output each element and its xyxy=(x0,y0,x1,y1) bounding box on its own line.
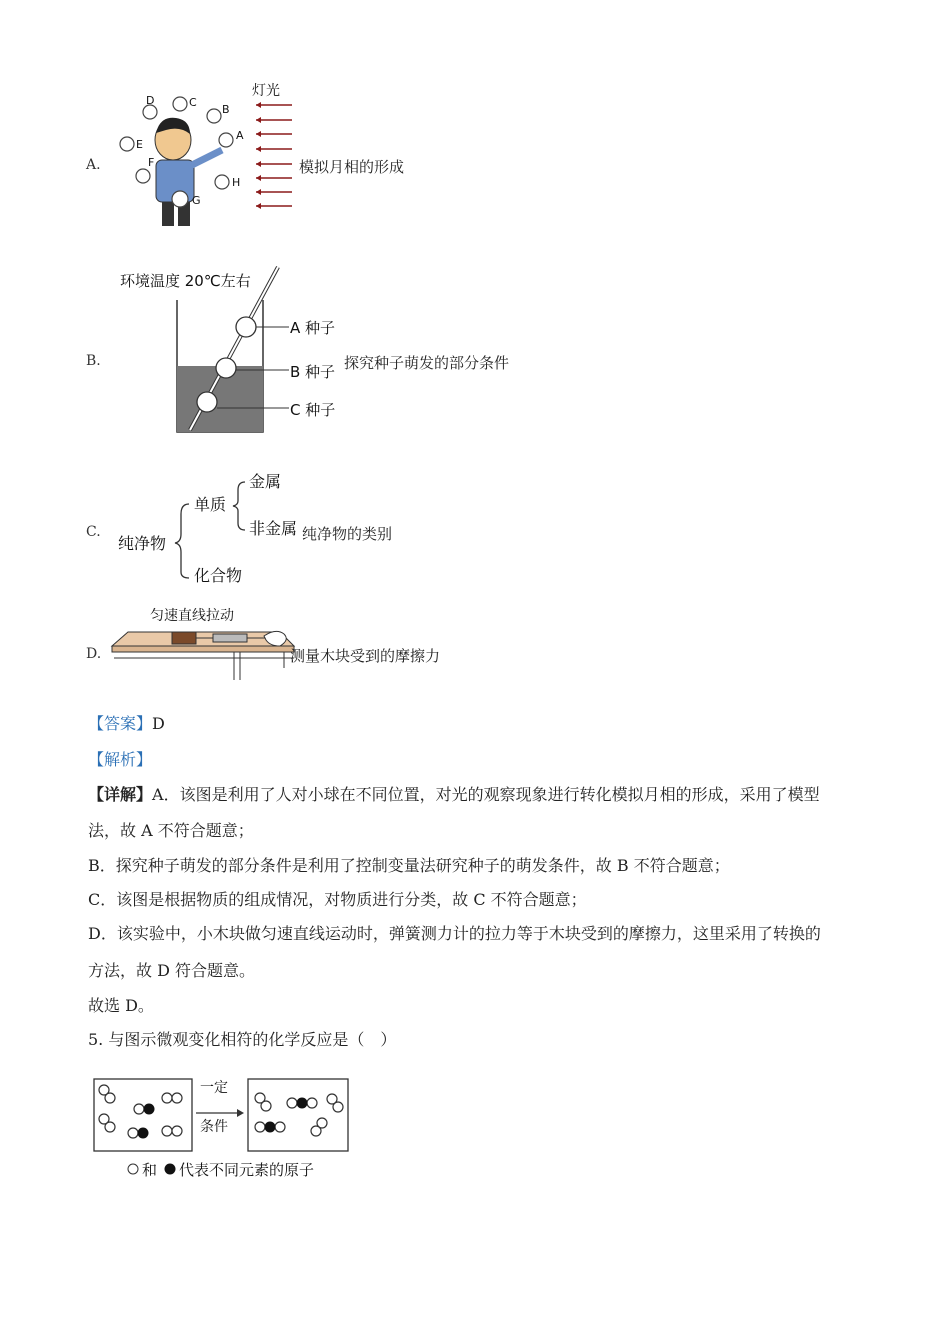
moon-phase-diagram xyxy=(110,78,300,233)
nonmetal-label: 非金属 xyxy=(249,519,298,538)
analysis-label: 【解析】 xyxy=(88,750,153,769)
pure-substance-label: 纯净物 xyxy=(118,534,167,553)
svg-text:G: G xyxy=(192,194,201,207)
light-label: 灯光 xyxy=(252,83,280,99)
detail-label: 【详解】 xyxy=(88,785,153,804)
micro-reaction-diagram xyxy=(90,1075,355,1185)
seed-b-label: B 种子 xyxy=(290,363,336,381)
uniform-pull-label: 匀速直线拉动 xyxy=(150,608,234,624)
legend-and: 和 xyxy=(142,1161,158,1179)
answer-label: 【答案】 xyxy=(88,714,153,733)
svg-text:E: E xyxy=(136,138,143,151)
svg-text:C: C xyxy=(189,96,197,109)
simple-substance-label: 单质 xyxy=(194,495,227,514)
option-a-letter: A. xyxy=(86,157,101,173)
seed-a-label: A 种子 xyxy=(290,319,336,337)
person-figure xyxy=(155,118,222,226)
svg-text:H: H xyxy=(232,176,241,189)
svg-text:A: A xyxy=(236,129,244,142)
option-c-caption: 纯净物的类别 xyxy=(302,525,393,543)
detail-line-d1: D．该实验中，小木块做匀速直线运动时，弹簧测力计的拉力等于木块受到的摩擦力，这里采用了转换的 xyxy=(88,924,821,943)
option-d-caption: 测量木块受到的摩擦力 xyxy=(290,647,441,665)
option-a-caption: 模拟月相的形成 xyxy=(299,158,405,176)
question-5: 5. 与图示微观变化相符的化学反应是（ ） xyxy=(88,1030,397,1049)
detail-line-d2: 方法，故 D 符合题意。 xyxy=(88,961,256,980)
friction-experiment-diagram xyxy=(108,602,293,682)
arrow-condition-bottom: 条件 xyxy=(200,1119,228,1135)
detail-line-b: B．探究种子萌发的部分条件是利用了控制变量法研究种子的萌发条件，故 B 不符合题意； xyxy=(88,856,730,875)
seed-c-label: C 种子 xyxy=(290,401,336,419)
detail-line-a2: 法，故 A 不符合题意； xyxy=(88,821,254,840)
option-c-letter: C. xyxy=(86,524,101,540)
legend-text: 代表不同元素的原子 xyxy=(179,1161,315,1179)
detail-line-c: C．该图是根据物质的组成情况，对物质进行分类，故 C 不符合题意； xyxy=(88,890,587,909)
option-b-letter: B. xyxy=(86,353,101,369)
svg-text:D: D xyxy=(146,94,155,107)
arrow-condition-top: 一定 xyxy=(200,1080,228,1096)
option-d-letter: D. xyxy=(86,646,102,662)
answer-line xyxy=(88,714,165,734)
pure-substance-classification xyxy=(115,468,305,588)
option-b-caption: 探究种子萌发的部分条件 xyxy=(344,354,510,372)
svg-text:B: B xyxy=(222,103,230,116)
detail-line-a1 xyxy=(88,785,820,805)
compound-label: 化合物 xyxy=(194,566,243,585)
conclusion: 故选 D。 xyxy=(88,996,154,1015)
svg-text:F: F xyxy=(148,156,155,169)
light-arrows xyxy=(256,105,292,206)
metal-label: 金属 xyxy=(249,472,282,491)
detail-a1-text: A．该图是利用了人对小球在不同位置，对光的观察现象进行转化模拟月相的形成，采用了模型 xyxy=(152,785,820,804)
temperature-label: 环境温度 20℃左右 xyxy=(120,272,251,290)
seed-germination-diagram xyxy=(115,262,350,437)
answer-value: D xyxy=(152,714,165,733)
